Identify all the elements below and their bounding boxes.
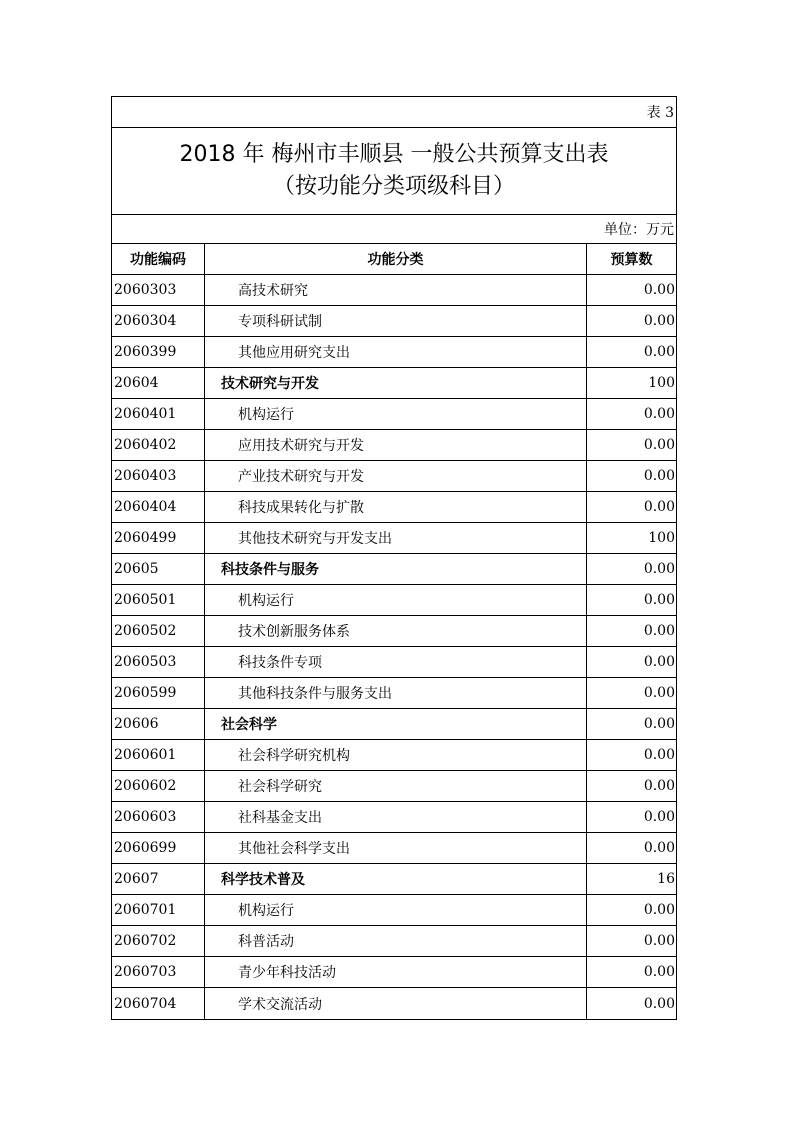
row-code: 2060501	[112, 585, 205, 615]
table-body	[112, 275, 676, 1019]
row-name: 科技条件专项	[205, 647, 587, 677]
row-amount: 100	[648, 530, 675, 546]
title-block	[112, 128, 676, 215]
row-code: 2060704	[112, 988, 205, 1019]
row-amount: 0.00	[643, 468, 675, 484]
table-row	[112, 337, 676, 368]
row-code: 2060399	[112, 337, 205, 367]
table-row	[112, 368, 676, 399]
row-name: 社科基金支出	[205, 802, 587, 832]
table-row	[112, 585, 676, 616]
row-name: 其他应用研究支出	[205, 337, 587, 367]
row-code: 2060304	[112, 306, 205, 336]
table-row	[112, 399, 676, 430]
row-amount: 0.00	[643, 995, 675, 1012]
table-row	[112, 740, 676, 771]
table-row	[112, 709, 676, 740]
row-code: 2060403	[112, 461, 205, 491]
row-amount: 0.00	[643, 809, 675, 825]
row-name: 机构运行	[205, 399, 587, 429]
row-code: 2060602	[112, 771, 205, 801]
table-row	[112, 833, 676, 864]
row-name: 机构运行	[205, 585, 587, 615]
row-amount: 0.00	[643, 840, 675, 856]
row-name: 产业技术研究与开发	[205, 461, 587, 491]
row-amount: 0.00	[643, 499, 675, 515]
row-amount: 0.00	[643, 406, 675, 422]
row-code: 2060601	[112, 740, 205, 770]
row-name: 科技条件与服务	[205, 554, 587, 584]
unit-label: 单位：万元	[604, 222, 674, 238]
row-amount: 16	[657, 871, 675, 887]
row-amount: 0.00	[643, 654, 675, 670]
row-amount: 0.00	[643, 902, 675, 918]
row-name: 专项科研试制	[205, 306, 587, 336]
header-code: 功能编码	[112, 244, 205, 274]
row-name: 其他技术研究与开发支出	[205, 523, 587, 553]
row-code: 20606	[112, 709, 205, 739]
table-row	[112, 802, 676, 833]
row-amount: 0.00	[643, 592, 675, 608]
table-row	[112, 678, 676, 709]
row-code: 2060603	[112, 802, 205, 832]
row-code: 2060499	[112, 523, 205, 553]
table-row	[112, 616, 676, 647]
row-amount: 0.00	[643, 344, 675, 360]
row-code: 2060404	[112, 492, 205, 522]
table-row	[112, 554, 676, 585]
table-row	[112, 306, 676, 337]
table-row	[112, 771, 676, 802]
row-amount: 0.00	[643, 933, 675, 949]
row-name: 社会科学研究机构	[205, 740, 587, 770]
table-row	[112, 523, 676, 554]
row-code: 2060701	[112, 895, 205, 925]
table-row	[112, 988, 676, 1019]
budget-table	[111, 96, 677, 1020]
table-header	[112, 244, 676, 275]
row-name: 技术创新服务体系	[205, 616, 587, 646]
row-code: 2060599	[112, 678, 205, 708]
row-amount: 0.00	[643, 964, 675, 980]
table-row	[112, 957, 676, 988]
row-name: 青少年科技活动	[205, 957, 587, 987]
page-title: 2018 年 梅州市丰顺县 一般公共预算支出表	[179, 142, 609, 167]
row-code: 20605	[112, 554, 205, 584]
row-amount: 0.00	[643, 778, 675, 794]
row-name: 科学技术普及	[205, 864, 587, 894]
table-row	[112, 864, 676, 895]
row-code: 2060502	[112, 616, 205, 646]
row-amount: 0.00	[643, 716, 675, 732]
row-name: 社会科学	[205, 709, 587, 739]
table-row	[112, 926, 676, 957]
table-row	[112, 492, 676, 523]
unit-row	[112, 215, 676, 244]
row-name: 应用技术研究与开发	[205, 430, 587, 460]
row-code: 20607	[112, 864, 205, 894]
table-row	[112, 895, 676, 926]
row-name: 机构运行	[205, 895, 587, 925]
row-amount: 0.00	[643, 282, 675, 298]
row-name: 其他社会科学支出	[205, 833, 587, 863]
row-name: 高技术研究	[205, 275, 587, 305]
row-code: 2060702	[112, 926, 205, 956]
header-name: 功能分类	[205, 244, 587, 274]
row-amount: 100	[648, 375, 675, 391]
row-name: 社会科学研究	[205, 771, 587, 801]
row-code: 2060303	[112, 275, 205, 305]
row-code: 2060503	[112, 647, 205, 677]
header-amount: 预算数	[610, 252, 653, 268]
table-row	[112, 647, 676, 678]
row-amount: 0.00	[643, 685, 675, 701]
table-number: 表 3	[646, 105, 674, 121]
page-subtitle: （按功能分类项级科目）	[272, 174, 515, 199]
row-code: 2060402	[112, 430, 205, 460]
row-code: 20604	[112, 368, 205, 398]
row-amount: 0.00	[643, 313, 675, 329]
row-code: 2060401	[112, 399, 205, 429]
row-name: 学术交流活动	[205, 988, 587, 1019]
table-row	[112, 430, 676, 461]
table-number-row	[112, 97, 676, 128]
row-name: 科技成果转化与扩散	[205, 492, 587, 522]
table-row	[112, 275, 676, 306]
row-name: 技术研究与开发	[205, 368, 587, 398]
row-code: 2060703	[112, 957, 205, 987]
table-row	[112, 461, 676, 492]
row-amount: 0.00	[643, 747, 675, 763]
row-name: 其他科技条件与服务支出	[205, 678, 587, 708]
row-amount: 0.00	[643, 437, 675, 453]
row-code: 2060699	[112, 833, 205, 863]
row-name: 科普活动	[205, 926, 587, 956]
row-amount: 0.00	[643, 561, 675, 577]
row-amount: 0.00	[643, 623, 675, 639]
